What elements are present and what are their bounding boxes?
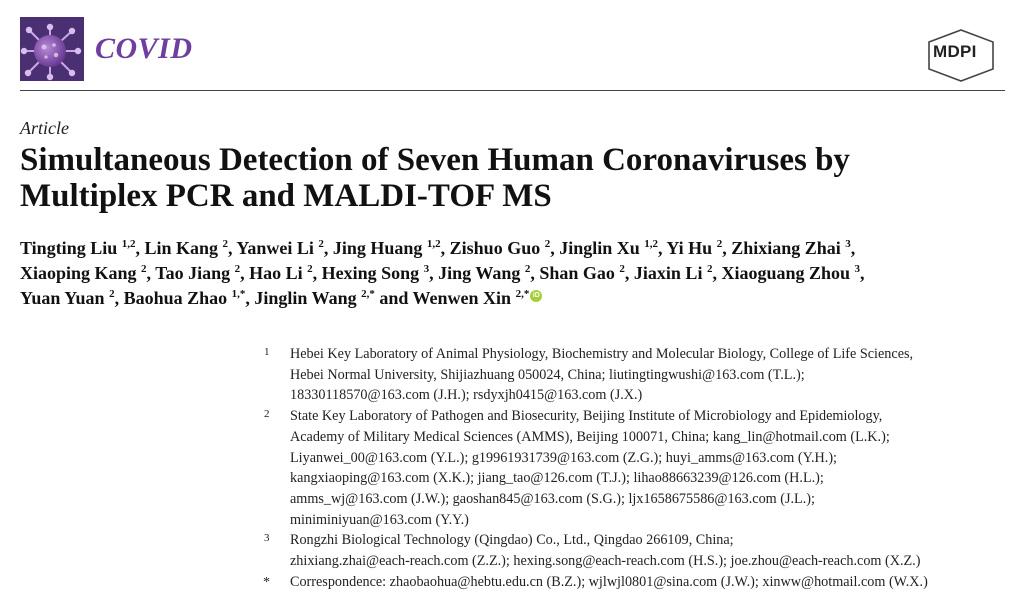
author-affiliation-sup: 2 <box>706 263 713 275</box>
publisher-logo <box>921 28 1001 83</box>
author-name: Jing Huang <box>332 238 427 258</box>
affiliation-line: Hebei Normal University, Shijiazhuang 050024, China; liutingtingwushi@163.com (T.L.); <box>290 366 805 383</box>
author-line: Yuan Yuan $^2$, Baohua Zhao $^{1,*}$, Jinglin Wang $^{2,*}$ and Wenwen Xin $^{2,*}$ iD <box>20 286 1010 311</box>
publisher-name: MDPI <box>933 42 977 61</box>
affiliation-line: zhixiang.zhai@each-reach.com (Z.Z.); hexing.song@each-reach.com (H.S.); joe.zhou@each-reach.com (X.Z.) <box>290 553 921 570</box>
author-name: Hao Li <box>249 263 308 283</box>
author-affiliation-sup: 2 <box>619 263 625 275</box>
affiliation-line: 18330118570@163.com (J.H.); rsdyxjh0415@163.com (J.X.) <box>290 387 643 404</box>
author-name: Yanwei Li <box>236 238 319 258</box>
author-affiliation-sup: 3 <box>854 263 861 275</box>
affiliation-mark: 1 <box>264 346 270 358</box>
header-divider <box>20 90 1005 91</box>
article-type: Article <box>20 118 69 138</box>
affiliation-item <box>260 530 1010 571</box>
affiliation-item <box>260 572 1010 593</box>
article-title <box>20 142 1010 214</box>
author-affiliation-sup: 2 <box>318 238 324 250</box>
affiliation-mark: * <box>263 574 270 590</box>
author-line: Tingting Liu $^{1,2}$, Lin Kang $^2$, Yanwei Li $^2$, Jing Huang $^{1,2}$, Zishuo Guo $^2$, Jinglin Xu $^{1,2}$, Yi Hu $^2$, Zhixiang Zhai $^3$, <box>20 238 856 258</box>
author-affiliation-sup: 2 <box>141 263 147 275</box>
affiliation-line: Hebei Key Laboratory of Animal Physiology, Biochemistry and Molecular Biology, College of Life Sciences, <box>290 346 914 362</box>
author-affiliation-sup: 2,* <box>361 288 375 300</box>
author-name: Lin Kang <box>144 238 223 258</box>
affiliation-line: kangxiaoping@163.com (X.K.); jiang_tao@126.com (T.J.); lihao88663239@126.com (H.L.); <box>290 470 824 487</box>
author-name: Tao Jiang <box>155 263 235 283</box>
author-affiliation-sup: 2,* <box>515 288 530 300</box>
article-title-line: Multiplex PCR and MALDI-TOF MS <box>20 178 552 214</box>
affiliation-list <box>260 344 1010 592</box>
affiliation-line: miniminiyuan@163.com (Y.Y.) <box>290 511 469 528</box>
author-name: Wenwen Xin <box>412 288 516 308</box>
author-name: Jinglin Xu <box>559 238 645 258</box>
orcid-icon[interactable]: iD <box>530 290 542 302</box>
journal-logo <box>20 17 84 81</box>
author-affiliation-sup: 2 <box>222 238 228 250</box>
author-affiliation-sup: 2 <box>716 238 723 250</box>
author-name: Hexing Song <box>321 263 424 283</box>
author-name: Jinglin Wang <box>254 288 362 308</box>
author-name: Shan Gao <box>539 263 620 283</box>
affiliation-line: Rongzhi Biological Technology (Qingdao) Co., Ltd., Qingdao 266109, China; <box>290 532 734 549</box>
affiliation-line: Academy of Military Medical Sciences (AMMS), Beijing 100071, China; kang_lin@hotmail.com (L.K.); <box>290 428 890 445</box>
author-affiliation-sup: 2 <box>234 263 241 275</box>
author-affiliation-sup: 1,2 <box>644 238 658 250</box>
affiliation-mark: 3 <box>264 532 270 545</box>
affiliation-line: amms_wj@163.com (J.W.); gaoshan845@163.com (S.G.); ljx1658675586@163.com (J.L.); <box>290 490 815 507</box>
author-name: Xiaoping Kang <box>20 263 142 283</box>
author-affiliation-sup: 3 <box>845 238 851 250</box>
author-name: Yi Hu <box>666 238 717 258</box>
author-affiliation-sup: 2 <box>524 263 531 275</box>
author-name: Zhixiang Zhai <box>731 238 846 258</box>
author-name: Zishuo Guo <box>449 238 545 258</box>
author-affiliation-sup: 1,* <box>231 288 246 300</box>
author-affiliation-sup: 2 <box>109 288 115 300</box>
affiliation-item <box>260 344 1010 406</box>
author-name: Tingting Liu <box>20 238 122 258</box>
author-affiliation-sup: 3 <box>423 263 430 275</box>
author-affiliation-sup: 1,2 <box>426 238 441 250</box>
author-conjunction: and <box>379 288 413 308</box>
journal-name: COVID <box>95 32 193 65</box>
article-title-line: Simultaneous Detection of Seven Human Coronaviruses by <box>20 142 850 178</box>
author-affiliation-sup: 1,2 <box>121 238 136 250</box>
affiliation-item <box>260 406 1010 530</box>
author-name: Yuan Yuan <box>20 288 110 308</box>
author-name: Xiaoguang Zhou <box>721 263 855 283</box>
virus-icon <box>20 17 84 81</box>
page-header <box>20 17 1005 89</box>
author-affiliation-sup: 2 <box>544 238 551 250</box>
author-list <box>20 236 1010 311</box>
author-affiliation-sup: 2 <box>307 263 313 275</box>
author-name: Jiaxin Li <box>633 263 707 283</box>
affiliation-line: State Key Laboratory of Pathogen and Biosecurity, Beijing Institute of Microbiology and Epidemiology, <box>290 408 883 425</box>
affiliation-line: Correspondence: zhaobaohua@hebtu.edu.cn (B.Z.); wjlwjl0801@sina.com (J.W.); xinww@hotmail.com (W.X.) <box>290 573 928 590</box>
author-name: Jing Wang <box>438 263 525 283</box>
affiliation-line: Liyanwei_00@163.com (Y.L.); g19961931739@163.com (Z.G.); huyi_amms@163.com (Y.H.); <box>290 449 837 466</box>
author-line: Xiaoping Kang $^2$, Tao Jiang $^2$, Hao Li $^2$, Hexing Song $^3$, Jing Wang $^2$, Shan Gao $^2$, Jiaxin Li $^2$, Xiaoguang Zhou $^3$, <box>20 263 865 283</box>
affiliation-mark: 2 <box>264 408 270 421</box>
author-name: Baohua Zhao <box>123 288 232 308</box>
